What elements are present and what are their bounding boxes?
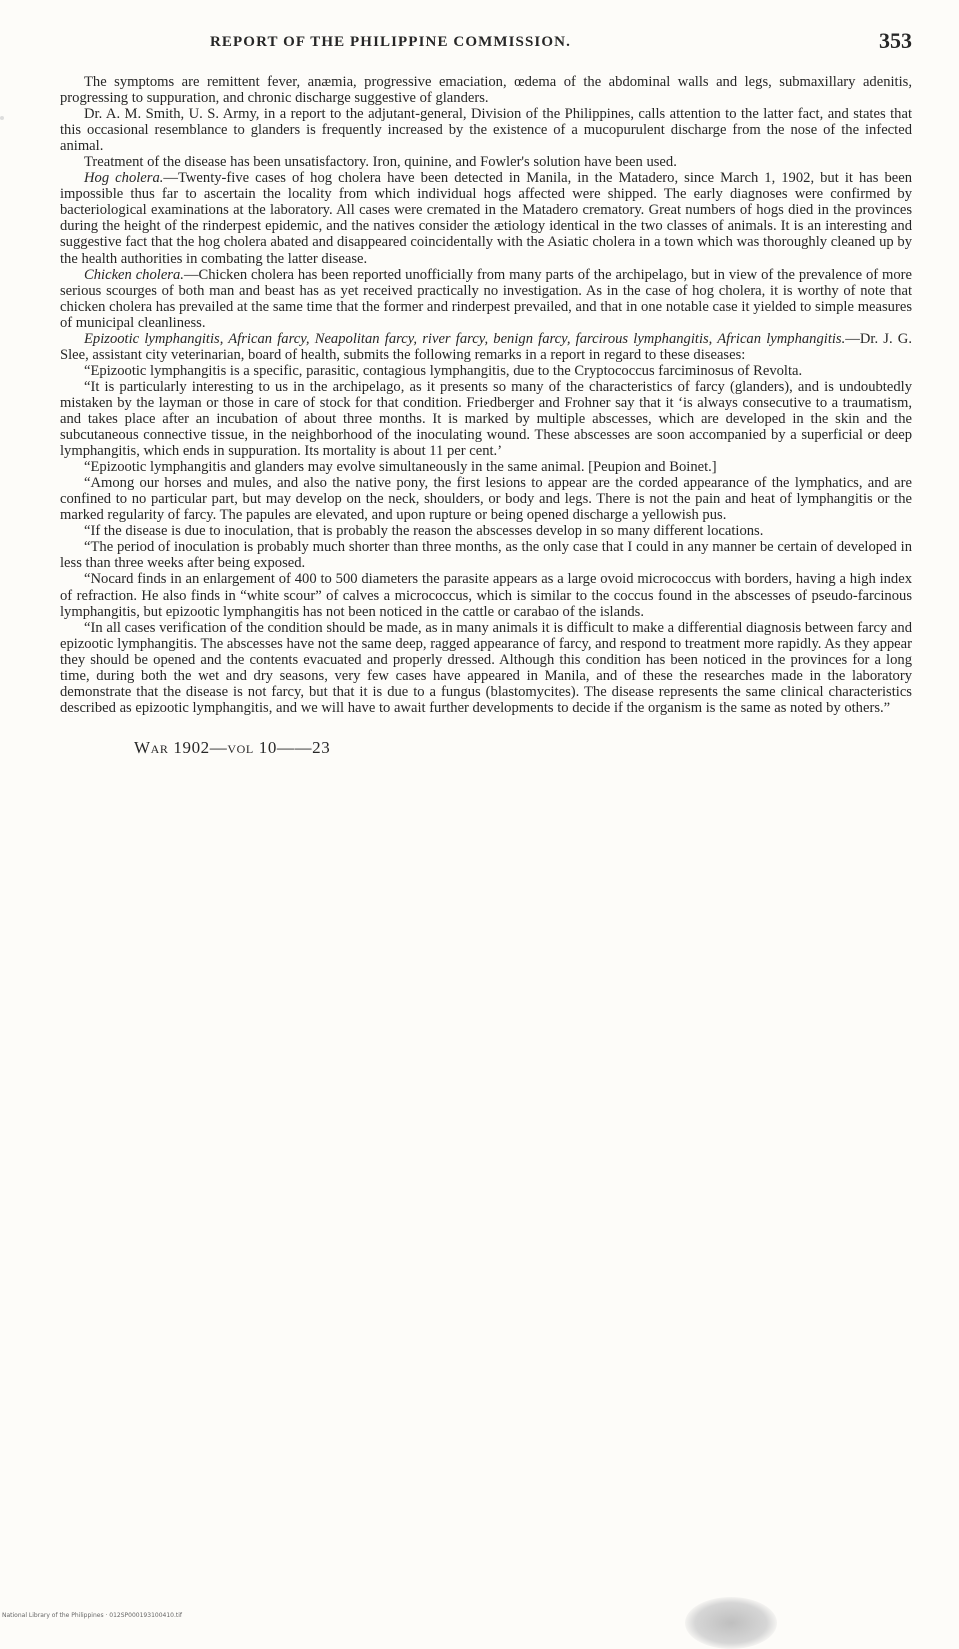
running-header (60, 28, 912, 62)
paragraph (60, 523, 912, 539)
paragraph-text: “Nocard finds in an enlargement of 400 to 500 diameters the parasite appears as a large ovoid micrococcus with borders, having a high index of refraction. He also finds in “white scour” of calves a micrococcus, which is similar to the coccus found in the abscesses of pseudo-farcinous lymphangitis, but epizootic lymphangitis has not been noticed in the cattle or carabao of the islands. (60, 571, 912, 620)
paragraph-lead: Epizootic lymphangitis, African farcy, Neapolitan farcy, river farcy, benign farcy, farcirous lymphangitis, African lymphangitis. (84, 330, 846, 347)
paragraph (60, 267, 912, 331)
paragraph-text: —Chicken cholera has been reported unofficially from many parts of the archipelago, but in view of the prevalence of more serious scourges of both man and beast has as yet received practically no investigation. As in the case of hog cholera, it is worthy of note that chicken cholera has prevailed at the same time that the former and rinderpest prevailed, and that in one notable case it yielded to simple measures of municipal cleanliness. (60, 266, 912, 331)
paragraph-text: “The period of inoculation is probably much shorter than three months, as the only case that I could in any manner be certain of developed in less than three weeks after being exposed. (60, 539, 912, 572)
paragraph-text: “Epizootic lymphangitis is a specific, parasitic, contagious lymphangitis, due to the Cryptococcus farciminosus of Revolta. (84, 362, 803, 379)
paragraph (60, 170, 912, 266)
paragraph (60, 154, 912, 170)
signature-line (134, 738, 912, 758)
paragraph-text: “Epizootic lymphangitis and glanders may evolve simultaneously in the same animal. [Peupion and Boinet.] (84, 459, 717, 476)
scan-thumb-shadow (685, 1597, 777, 1649)
paragraph-text: Dr. A. M. Smith, U. S. Army, in a report to the adjutant-general, Division of the Philippines, calls attention to the latter fact, and states that this occasional resemblance to glanders is frequently increased by the existence of a mucopurulent discharge from the nose of the infected animal. (60, 106, 912, 155)
signature-dash-long: —— (276, 737, 313, 757)
paragraph (60, 379, 912, 459)
paragraph (60, 74, 912, 106)
paragraph (60, 539, 912, 571)
paragraph (60, 331, 912, 363)
paragraph-text: “It is particularly interesting to us in the archipelago, as it presents so many of the characteristics of farcy (glanders), and is undoubtedly mistaken by the layman or those in care of stock for that condition. Friedberger and Frohner say that it ‘is always consecutive to a traumatism, and takes place after an incubation of about three months. It is marked by multiple abscesses, which are developed in the skin and the subcutaneous connective tissue, in the neighborhood of the inoculating wound. These abscesses are soon accompanied by a superficial or deep lymphangitis, which ends in suppuration. Its mortality is about 11 per cent.’ (60, 378, 912, 460)
signature-vol-number: 10 (258, 737, 277, 757)
paragraph (60, 363, 912, 379)
scan-edge-mark (0, 116, 4, 120)
page (60, 28, 912, 758)
scan-credit: National Library of the Philippines · 012SP000193100410.tif (2, 1612, 183, 1619)
paragraph (60, 620, 912, 716)
paragraph-text: —Dr. J. G. Slee, assistant city veterinarian, board of health, submits the following remarks in a report in regard to these diseases: (60, 330, 912, 363)
paragraph-text: “If the disease is due to inoculation, that is probably the reason the abscesses develop in so many different locations. (84, 523, 764, 540)
paragraph-lead: Chicken cholera. (84, 266, 184, 283)
paragraph-text: —Twenty-five cases of hog cholera have been detected in Manila, in the Matadero, since March 1, 1902, but it has been impossible thus far to ascertain the locality from which individual hogs affected were shipped. The early diagnoses were confirmed by bacteriological examinations at the laboratory. All cases were cremated in the Matadero crematory. Great numbers of hogs died in the provinces during the height of the rinderpest epidemic, and the natives consider the ætiology identical in the two classes of animals. It is an interesting and suggestive fact that the hog cholera abated and disappeared coincidentally with the Asiatic cholera in a town which was thoroughly cleaned up by the health authorities in combating the latter disease. (60, 170, 913, 267)
signature-vol: vol (227, 737, 254, 757)
paragraph-text: “In all cases verification of the condition should be made, as in many animals it is difficult to make a differential diagnosis between farcy and epizootic lymphangitis. The abscesses have not the same deep, ragged appearance of farcy, and respond to treatment more rapidly. As they appear they should be opened and the contents evacuated and properly dressed. Although this condition has been noticed in the provinces for a long time, during both the wet and dry seasons, very few cases have appeared in Manila, and of these the researches made in the laboratory demonstrate that the disease is not farcy, but that it is due to a fungus (blastomycites). The disease represents the same clinical characteristics described as epizootic lymphangitis, and we will have to await further developments to decide if the organism is the same as noted by others.” (60, 619, 912, 716)
running-title: REPORT OF THE PHILIPPINE COMMISSION. (210, 34, 571, 50)
paragraph (60, 459, 912, 475)
signature-war: War (134, 737, 169, 757)
paragraph (60, 475, 912, 523)
body-text (60, 74, 912, 716)
paragraph (60, 106, 912, 154)
paragraph-text: The symptoms are remittent fever, anæmia, progressive emaciation, œdema of the abdominal walls and legs, submaxillary adenitis, progressing to suppuration, and chronic discharge suggestive of glanders. (60, 74, 912, 107)
paragraph-lead: Hog cholera. (84, 170, 164, 187)
signature-dash: — (209, 737, 228, 757)
paragraph (60, 571, 912, 619)
signature-year: 1902 (173, 737, 210, 757)
page-number: 353 (879, 28, 912, 53)
paragraph-text: Treatment of the disease has been unsatisfactory. Iron, quinine, and Fowler's solution have been used. (84, 154, 677, 171)
signature-page: 23 (312, 737, 331, 757)
paragraph-text: “Among our horses and mules, and also the native pony, the first lesions to appear are the corded appearance of the lymphatics, and are confined to no particular part, but may develop on the neck, shoulders, or body and legs. There is not the pain and heat of lymphangitis or the marked regularity of farcy. The papules are elevated, and upon rupture or being opened discharge a yellowish pus. (60, 475, 912, 524)
